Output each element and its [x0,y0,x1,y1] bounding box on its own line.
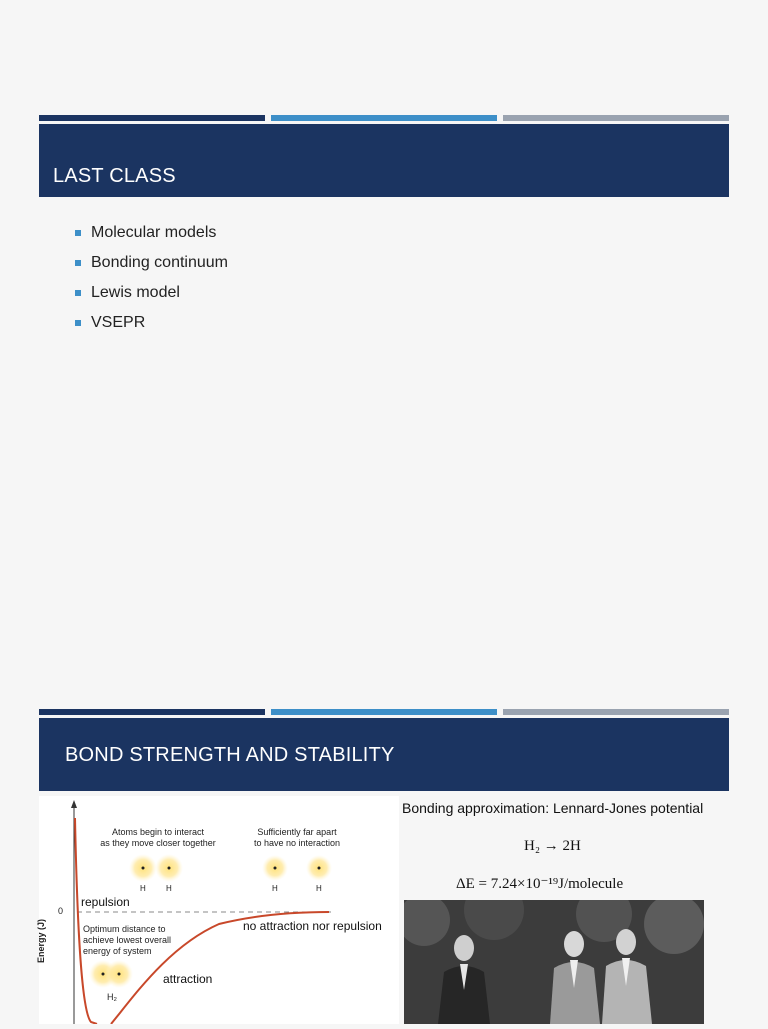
bullet-square-icon [75,320,81,326]
atom-label: H [140,884,146,893]
attraction-label: attraction [163,972,213,986]
historic-photo [404,900,704,1024]
slide-title-bar [39,718,729,791]
atom-nucleus [318,867,321,870]
atom-nucleus [102,973,105,976]
note-line: achieve lowest overall [83,935,172,945]
list-item [75,282,228,312]
bullet-list [75,222,228,342]
bullet-square-icon [75,230,81,236]
note-line: to have no interaction [253,838,341,848]
atom-nucleus [274,867,277,870]
approximation-heading: Bonding approximation: Lennard-Jones potential [402,800,704,816]
bullet-square-icon [75,290,81,296]
list-item [75,312,228,342]
slide-title: BOND STRENGTH AND STABILITY [65,744,395,766]
accent-bar-dark [39,115,265,121]
h2-label: H₂ [107,992,117,1002]
note-line: Optimum distance to [83,924,166,934]
bullet-text: Molecular models [91,224,217,241]
far-note [237,827,357,849]
atom-nucleus [168,867,171,870]
bullet-text: Bonding continuum [91,254,228,271]
accent-bar-dark [39,709,265,715]
accent-bar-gray [503,709,729,715]
note-line: Atoms begin to interact [111,827,205,837]
zero-tick-label: 0 [58,906,64,916]
optimum-note [83,924,171,957]
note-line: energy of system [83,946,152,956]
atom-nucleus [118,973,121,976]
interact-note [93,827,223,849]
note-line: as they move closer together [100,838,216,848]
repulsion-label: repulsion [81,895,130,909]
bullet-text: VSEPR [91,314,146,331]
no-interaction-label: no attraction nor repulsion [243,919,382,933]
list-item [75,222,228,252]
energy-equation: ΔE = 7.24×10⁻¹⁹J/molecule [456,876,624,892]
slide-title-bar [39,124,729,197]
atom-label: H [166,884,172,893]
atom-label: H [272,884,278,893]
lennard-jones-diagram [36,796,399,1024]
accent-bars [39,709,729,715]
slide-title: LAST CLASS [53,165,176,187]
accent-bar-blue [271,115,497,121]
bullet-square-icon [75,260,81,266]
reaction-equation: H₂ → 2H [524,838,581,854]
list-item [75,252,228,282]
accent-bars [39,115,729,121]
atom-label: H [316,884,322,893]
bullet-text: Lewis model [91,284,180,301]
note-line: Sufficiently far apart [257,827,337,837]
atom-nucleus [142,867,145,870]
y-axis-label: Energy (J) [36,918,47,964]
accent-bar-blue [271,709,497,715]
accent-bar-gray [503,115,729,121]
photo-figures-svg [404,900,704,1024]
y-axis-arrow-icon [71,800,77,808]
